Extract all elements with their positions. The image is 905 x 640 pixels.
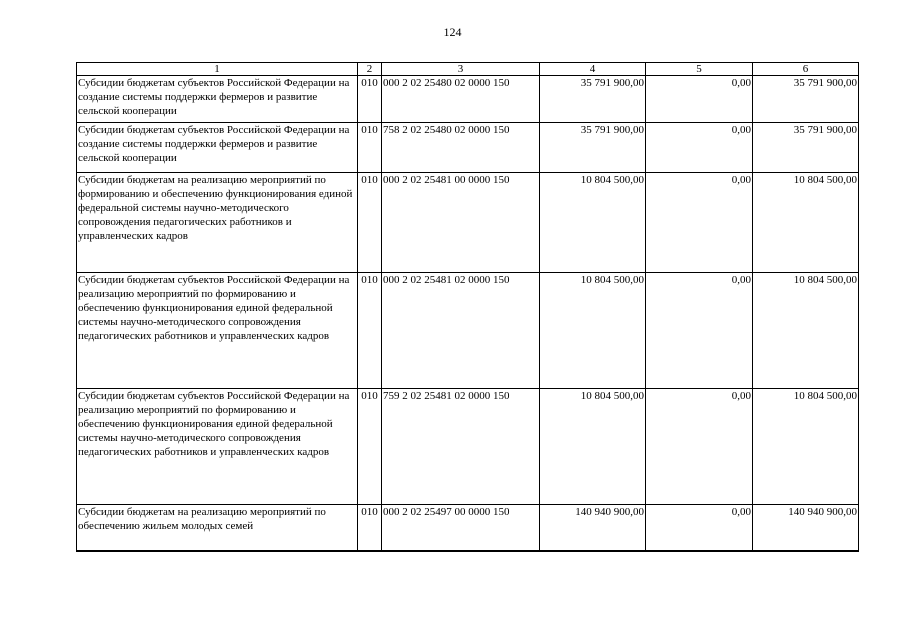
table-row	[77, 273, 859, 389]
page-number: 124	[443, 25, 462, 39]
header-col-2: 2	[358, 63, 382, 76]
row-value-6: 35 791 900,00	[753, 76, 859, 123]
row-value-5: 0,00	[646, 173, 753, 273]
header-col-1: 1	[77, 63, 358, 76]
row-description: Субсидии бюджетам на реализацию мероприятий по формированию и обеспечению функционирования единой федеральной системы научно-методического сопровождения педагогических работников и управленческих кадров	[77, 173, 358, 273]
table-row	[77, 123, 859, 173]
row-value-4: 10 804 500,00	[540, 389, 646, 505]
row-description: Субсидии бюджетам субъектов Российской Федерации на реализацию мероприятий по формированию и обеспечению функционирования единой федеральной системы научно-методического сопровождения педагогических работников и управленческих кадров	[77, 273, 358, 389]
row-value-6: 10 804 500,00	[753, 173, 859, 273]
header-col-3: 3	[382, 63, 540, 76]
table-row	[77, 76, 859, 123]
table-row	[77, 389, 859, 505]
row-value-5: 0,00	[646, 123, 753, 173]
row-description: Субсидии бюджетам на реализацию мероприятий по обеспечению жильем молодых семей	[77, 505, 358, 551]
row-value-4: 140 940 900,00	[540, 505, 646, 551]
row-code-3: 758 2 02 25480 02 0000 150	[382, 123, 540, 173]
row-value-5: 0,00	[646, 273, 753, 389]
row-code-3: 000 2 02 25481 02 0000 150	[382, 273, 540, 389]
row-value-5: 0,00	[646, 389, 753, 505]
row-value-5: 0,00	[646, 76, 753, 123]
row-value-6: 140 940 900,00	[753, 505, 859, 551]
row-code-2: 010	[358, 173, 382, 273]
row-code-2: 010	[358, 123, 382, 173]
row-code-2: 010	[358, 273, 382, 389]
row-value-4: 35 791 900,00	[540, 76, 646, 123]
row-code-2: 010	[358, 505, 382, 551]
header-col-6: 6	[753, 63, 859, 76]
row-description: Субсидии бюджетам субъектов Российской Федерации на реализацию мероприятий по формированию и обеспечению функционирования единой федеральной системы научно-методического сопровождения педагогических работников и управленческих кадров	[77, 389, 358, 505]
row-code-3: 000 2 02 25480 02 0000 150	[382, 76, 540, 123]
row-code-3: 000 2 02 25481 00 0000 150	[382, 173, 540, 273]
row-value-5: 0,00	[646, 505, 753, 551]
row-code-2: 010	[358, 76, 382, 123]
row-code-2: 010	[358, 389, 382, 505]
row-description: Субсидии бюджетам субъектов Российской Федерации на создание системы поддержки фермеров и развитие сельской кооперации	[77, 76, 358, 123]
row-code-3: 000 2 02 25497 00 0000 150	[382, 505, 540, 551]
row-value-6: 10 804 500,00	[753, 273, 859, 389]
row-description: Субсидии бюджетам субъектов Российской Федерации на создание системы поддержки фермеров и развитие сельской кооперации	[77, 123, 358, 173]
row-value-4: 35 791 900,00	[540, 123, 646, 173]
row-value-6: 10 804 500,00	[753, 389, 859, 505]
table-row	[77, 173, 859, 273]
budget-table	[76, 62, 859, 552]
row-value-6: 35 791 900,00	[753, 123, 859, 173]
row-value-4: 10 804 500,00	[540, 173, 646, 273]
row-code-3: 759 2 02 25481 02 0000 150	[382, 389, 540, 505]
table-row	[77, 505, 859, 551]
table-header-row	[77, 63, 859, 76]
row-value-4: 10 804 500,00	[540, 273, 646, 389]
header-col-5: 5	[646, 63, 753, 76]
header-col-4: 4	[540, 63, 646, 76]
